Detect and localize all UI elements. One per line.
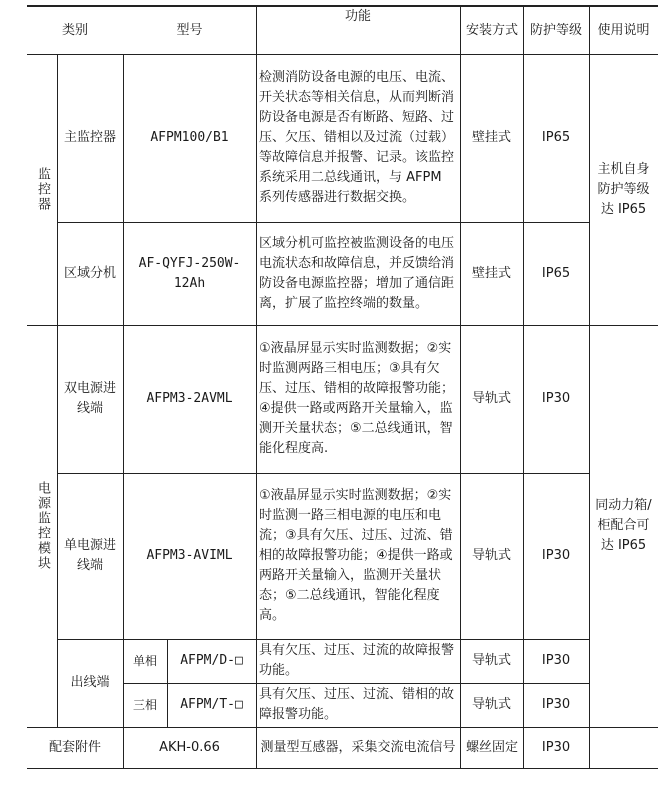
row-main-install: 壁挂式 <box>471 130 511 145</box>
row-main-function: 检测消防设备电源的电压、电流、开关状态等相关信息，从而判断消防设备电源是否有断路、短路、过压、欠压、错相以及过流（过载）等故障信息并报警、记录。该监控系统采用二总线通讯，与 AFPM 系列传感器进行数据交换。 <box>259 70 455 205</box>
group-monitor: 监控器 <box>35 167 50 212</box>
row-area-install: 壁挂式 <box>471 265 511 281</box>
row-outlet-three-function: 具有欠压、过压、过流、错相的故障报警功能。 <box>259 687 455 722</box>
usage-monitor: 主机自身防护等级达 IP65 <box>597 161 650 217</box>
row-outlet-single-protection: IP30 <box>541 653 571 668</box>
row-outlet-single-model: AFPM/D-□ <box>180 653 243 668</box>
row-outlet-three-protection: IP30 <box>541 697 571 712</box>
row-outlet-three-install: 导轨式 <box>471 697 511 712</box>
row-single-model: AFPM3-AVIML <box>146 548 233 563</box>
row-outlet-three-model: AFPM/T-□ <box>180 697 243 712</box>
row-single-function: ①液晶屏显示实时监测数据；②实时监测一路三相电源的电压和电流；③具有欠压、过压、过流、错相的故障报警功能；④提供一路或两路开关量输入，监测开关量状态；⑤二总线通讯，智能化程度高。 <box>259 488 453 623</box>
row-accessory-model: AKH-0.66 <box>159 739 220 755</box>
row-accessory-protection: IP30 <box>541 739 571 755</box>
row-outlet-single-install: 导轨式 <box>471 653 511 668</box>
header-protection: 防护等级 <box>530 22 583 38</box>
group-power-module: 电源监控模块 <box>35 481 50 571</box>
row-dual-model: AFPM3-2AVML <box>146 391 233 406</box>
row-accessory-install: 螺丝固定 <box>465 739 518 755</box>
usage-power-module: 同动力箱/柜配合可达 IP65 <box>595 498 652 553</box>
row-area-protection: IP65 <box>541 265 571 281</box>
row-single-install: 导轨式 <box>471 548 511 563</box>
row-dual-category: 双电源进线端 <box>63 381 116 416</box>
row-outlet-three-phase: 三相 <box>132 698 157 712</box>
row-single-category: 单电源进线端 <box>63 538 116 573</box>
rule-v-group <box>57 54 58 727</box>
header-category: 类别 <box>61 22 88 38</box>
row-main-protection: IP65 <box>541 130 571 145</box>
row-area-function: 区域分机可监控被监测设备的电压电流状态和故障信息，并反馈给消防设备电源监控器；增加了通信距离，扩展了监控终端的数量。 <box>259 235 455 311</box>
row-dual-install: 导轨式 <box>471 391 511 406</box>
row-outlet-category: 出线端 <box>70 675 110 690</box>
header-function: 功能 <box>344 9 371 24</box>
row-main-model: AFPM100/B1 <box>150 130 229 145</box>
group-accessory: 配套附件 <box>48 739 101 755</box>
row-outlet-single-function: 具有欠压、过压、过流的故障报警功能。 <box>259 643 455 678</box>
row-single-protection: IP30 <box>541 548 571 563</box>
rule-v-protection <box>589 5 590 768</box>
header-install: 安装方式 <box>465 22 518 38</box>
rule-bottom <box>27 768 658 769</box>
header-usage: 使用说明 <box>597 22 650 38</box>
product-spec-table <box>27 5 658 769</box>
row-accessory-function: 测量型互感器，采集交流电流信号 <box>260 739 456 755</box>
row-main-category: 主监控器 <box>63 130 116 145</box>
header-model: 型号 <box>176 22 203 38</box>
row-dual-function: ①液晶屏显示实时监测数据；②实时监测两路三相电压；③具有欠压、过压、错相的故障报警功能；④提供一路或两路开关量输入，监测开关量状态；⑤二总线通讯，智能化程度高. <box>259 341 455 456</box>
row-dual-protection: IP30 <box>541 391 571 406</box>
row-area-model: AF-QYFJ-250W-12Ah <box>138 255 241 291</box>
row-outlet-single-phase: 单相 <box>132 654 157 668</box>
row-area-category: 区域分机 <box>63 265 116 281</box>
